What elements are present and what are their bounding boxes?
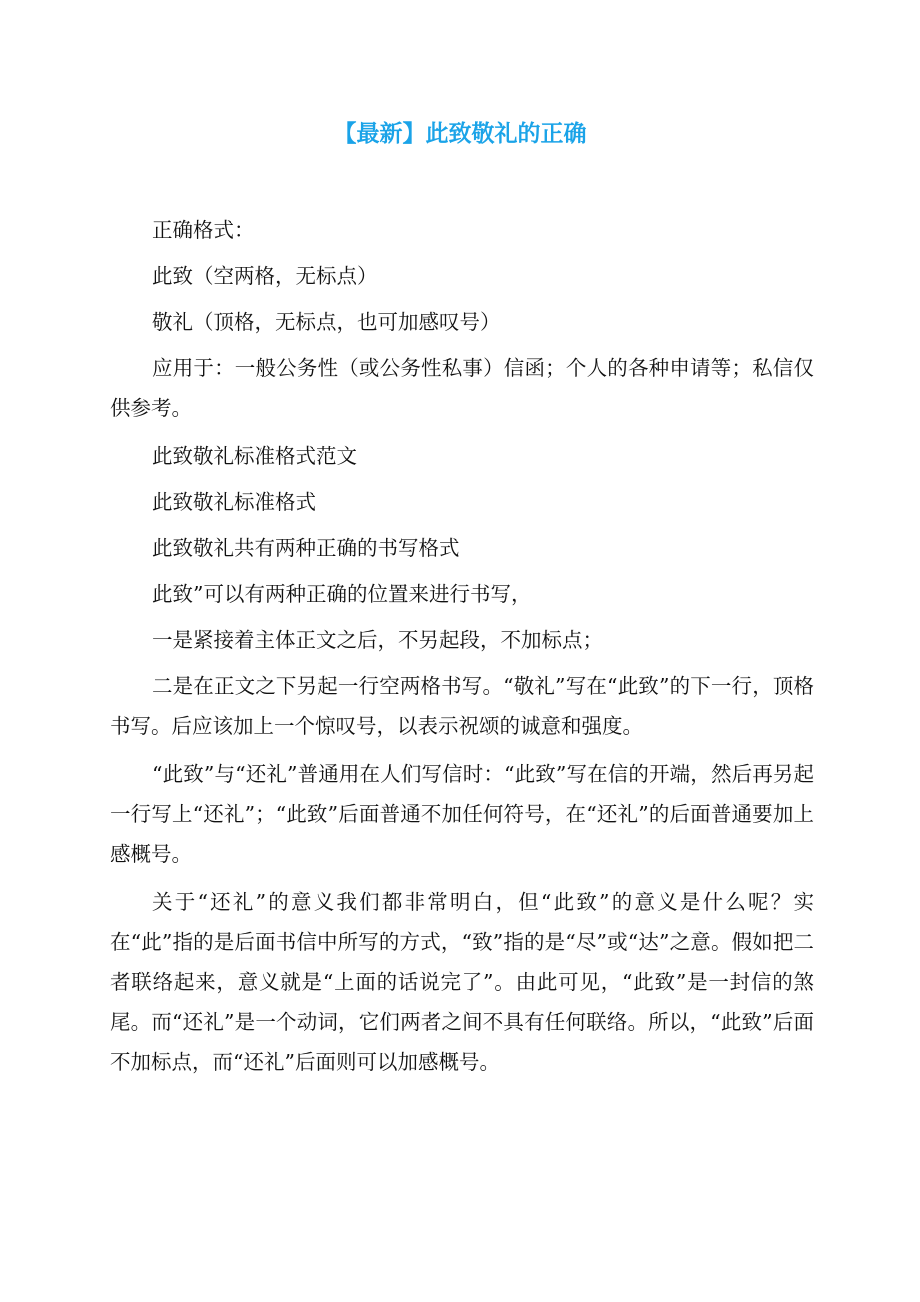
paragraph-jingli-rule: 敬礼（顶格，无标点，也可加感叹号）: [152, 310, 501, 334]
document-body: [110, 210, 814, 1090]
paragraph-meaning: 关于“还礼”的意义我们都非常明白，但“此致”的意义是什么呢？实在“此”指的是后面书信中所写的方式，“致”指的是“尽”或“达”之意。假如把二者联络起来，意义就是“上面的话说完了”。由此可见，“此致”是一封信的煞尾。而“还礼”是一个动词，它们两者之间不具有任何联络。所以，“此致”后面不加标点，而“还礼”后面则可以加感概号。: [110, 890, 814, 1074]
paragraph-two-positions: 此致”可以有两种正确的位置来进行书写，: [152, 582, 532, 606]
paragraph-two-formats: 此致敬礼共有两种正确的书写格式: [152, 536, 460, 560]
document-title: 【最新】此致敬礼的正确: [333, 121, 587, 147]
paragraph-usage-in-letters: “此致”与“还礼”普通用在人们写信时：“此致”写在信的开端，然后再另起一行写上“还礼”；“此致”后面普通不加任何符号，在“还礼”的后面普通要加上感概号。: [110, 762, 814, 866]
paragraph-standard-format: 此致敬礼标准格式: [152, 490, 316, 514]
paragraph-option-two: 二是在正文之下另起一行空两格书写。“敬礼”写在“此致”的下一行，顶格书写。后应该加上一个惊叹号，以表示祝颂的诚意和强度。: [110, 674, 814, 738]
paragraph-cizhi-rule: 此致（空两格，无标点）: [152, 264, 378, 288]
paragraph-sample-heading: 此致敬礼标准格式范文: [152, 444, 357, 468]
paragraph-correct-format: 正确格式：: [152, 218, 255, 242]
paragraph-application: 应用于：一般公务性（或公务性私事）信函；个人的各种申请等；私信仅供参考。: [110, 356, 814, 420]
paragraph-option-one: 一是紧接着主体正文之后，不另起段，不加标点；: [152, 628, 603, 652]
